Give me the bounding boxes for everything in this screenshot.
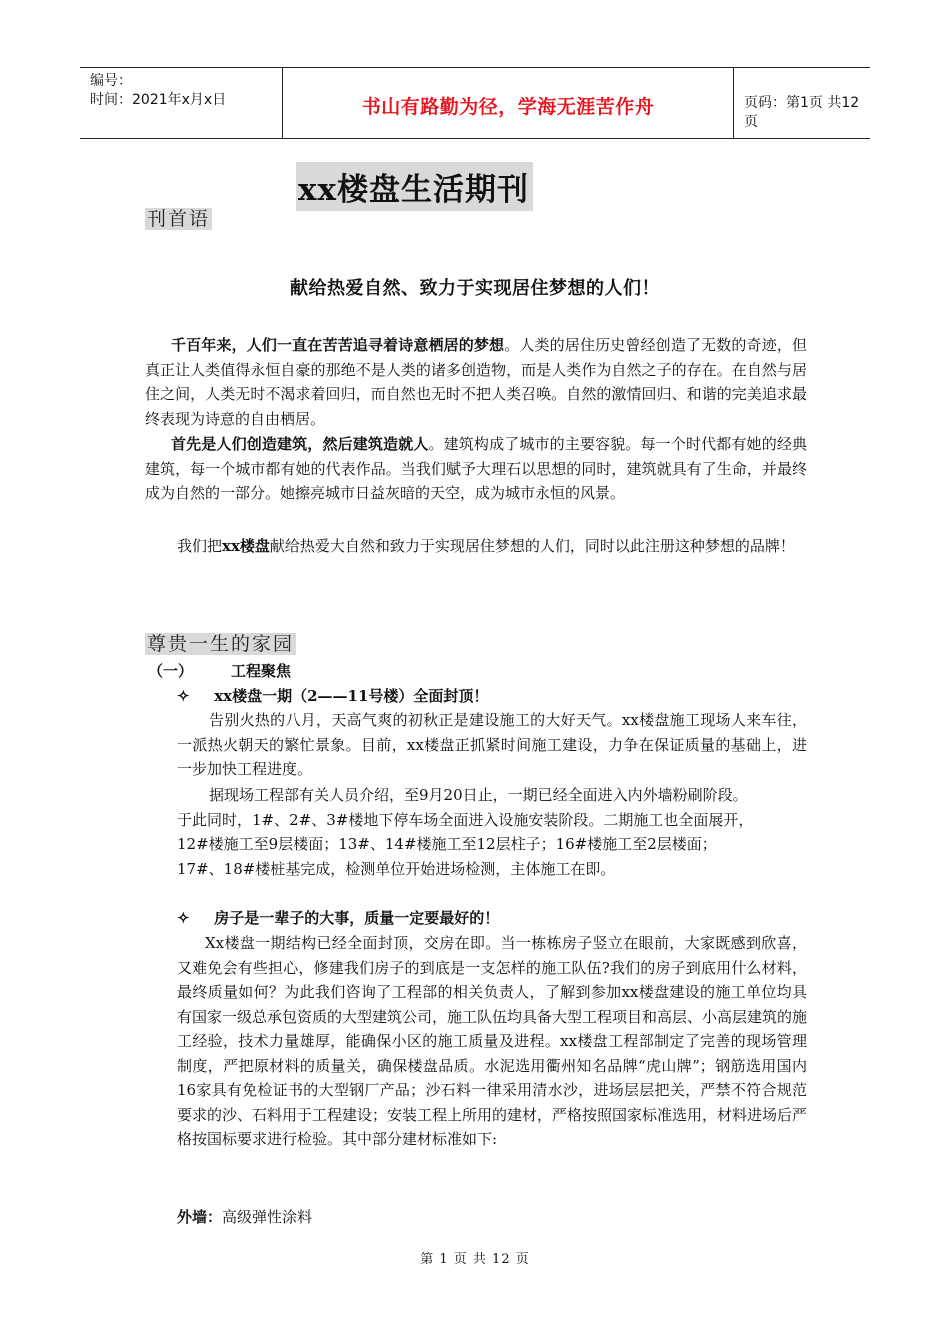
- header-motto-cell: [283, 68, 734, 138]
- header-motto: 书山有路勤为径，学海无涯苦作舟: [361, 96, 655, 118]
- progress-line-1: 据现场工程部有关人员介绍，至9月20日止，一期已经全面进入内外墙粉刷阶段。: [209, 786, 748, 804]
- progress-line-3: 12#楼施工至9层楼面；13#、14#楼施工至12层柱子；16#楼施工至2层楼面；: [177, 835, 717, 853]
- material-value: 高级弹性涂料: [222, 1208, 313, 1226]
- paragraph-intro: [145, 333, 807, 431]
- paragraph-dedication-body: 献给热爱大自然和致力于实现居住梦想的人们，同时以此注册这种梦想的品牌！: [269, 537, 795, 555]
- bullet-item-topping-out: [177, 685, 488, 706]
- paragraph-architecture-lead: 首先是人们创造建筑，然后建筑造就人: [171, 435, 429, 453]
- bullet-item-quality-text: 房子是一辈子的大事，质量一定要最好的！: [214, 909, 500, 927]
- progress-line-2: 于此同时，1#、2#、3#楼地下停车场全面进入设施安装阶段。二期施工也全面展开，: [177, 811, 754, 829]
- paragraph-dedication: [145, 534, 807, 559]
- paragraph-dedication-start: 我们把: [177, 537, 223, 555]
- page-footer: 第 1 页 共 12 页: [420, 1252, 530, 1267]
- doc-code-label: 编号：: [90, 73, 132, 89]
- bullet-item-topping-out-text: xx楼盘一期（2——11号楼）全面封顶！: [214, 687, 489, 705]
- paragraph-architecture-body: 。建筑构成了城市的主要容貌。每一个时代都有她的经典建筑，每一个城市都有她的代表作品。当我们赋予大理石以思想的同时，建筑就具有了生命，并最终成为自然的一部分。她擦亮城市日益灰暗的天空，成为城市永恒的风景。: [145, 435, 807, 502]
- paragraph-quality: Xx楼盘一期结构已经全面封顶，交房在即。当一栋栋房子竖立在眼前，大家既感到欣喜，又难免会有些担心，修建我们房子的到底是一支怎样的施工队伍?我们的房子到底用什么材料，最终质量如何？为此我们咨询了工程部的相关负责人，了解到参加xx楼盘建设的施工单位均具有国家一级总承包资质的大型建筑公司，施工队伍均具备大型工程项目和高层、小高层建筑的施工经验，技术力量雄厚，能确保小区的施工质量及进程。xx楼盘工程部制定了完善的现场管理制度，严把原材料的质量关，确保楼盘品质。水泥选用衢州知名品牌“虎山牌”；钢筋选用国内16家具有免检证书的大型钢厂产品；沙石料一律采用清水沙，进场层层把关，严禁不符合规范要求的沙、石料用于工程建设；安装工程上所用的建材，严格按照国家标准选用，材料进场后严格按国标要求进行检验。其中部分建材标准如下:: [177, 934, 808, 1148]
- doc-date-label: 时间：2021年x月x日: [90, 92, 227, 108]
- diamond-bullet-icon: ✧: [177, 687, 190, 705]
- brand-name: xx楼盘: [222, 537, 270, 555]
- paragraph-intro-body: 。人类的居住历史曾经创造了无数的奇迹，但真正让人类值得永恒自豪的那绝不是人类的诸多创造物，而是人类作为自然之子的存在。在自然与居住之间，人类无时不渴求着回归，而自然也无时不把人类召唤。自然的激情回归、和谐的完美追求最终表现为诗意的自由栖居。: [145, 336, 807, 428]
- paragraph-intro-lead: 千百年来，人们一直在苦苦追寻着诗意栖居的梦想: [171, 336, 505, 354]
- section-heading-home: 尊贵一生的家园: [147, 633, 295, 655]
- subsection-number: （一）: [148, 662, 194, 680]
- paragraph-construction: 告别火热的八月，天高气爽的初秋正是建设施工的大好天气。xx楼盘施工现场人来车往，一派热火朝天的繁忙景象。目前，xx楼盘正抓紧时间施工建设，力争在保证质量的基础上，进一步加快工程进度。: [177, 711, 807, 778]
- subsection-title: 工程聚焦: [231, 662, 292, 680]
- material-label: 外墙：: [177, 1208, 223, 1226]
- dedication-heading: 献给热爱自然、致力于实现居住梦想的人们！: [290, 278, 660, 299]
- header-page-cell: [734, 68, 870, 138]
- header-page-number: 页码：第1页 共12页: [744, 95, 860, 130]
- doc-title: xx楼盘生活期刊: [296, 162, 533, 211]
- bullet-item-quality: [177, 907, 499, 928]
- header-info-cell: [80, 68, 283, 138]
- page-header: [80, 67, 870, 139]
- diamond-bullet-icon: ✧: [177, 909, 190, 927]
- material-item-exterior-wall: [177, 1206, 312, 1227]
- paragraph-architecture: [145, 432, 807, 506]
- section-heading-preface: 刊首语: [147, 208, 211, 230]
- progress-line-4: 17#、18#楼桩基完成，检测单位开始进场检测，主体施工在即。: [177, 860, 616, 878]
